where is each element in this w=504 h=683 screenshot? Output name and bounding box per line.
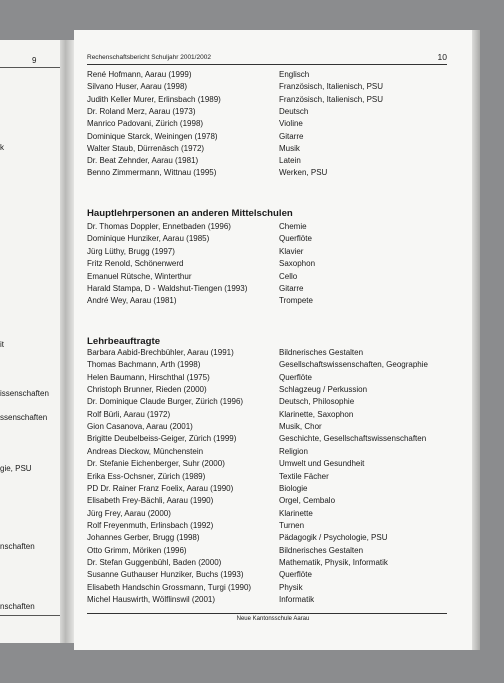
- subject: Klarinette: [279, 508, 313, 518]
- subject: Französisch, Italienisch, PSU: [279, 94, 384, 104]
- person-name: Harald Stampa, D - Waldshut-Tiengen (1993): [87, 284, 248, 293]
- person-name: Dr. Thomas Doppler, Ennetbaden (1996): [87, 222, 231, 231]
- subject: Deutsch, Philosophie: [279, 397, 355, 407]
- page-footer: Neue Kantonsschule Aarau: [236, 616, 310, 622]
- subject: Trompete: [279, 296, 313, 306]
- subject: Gesellschaftswissenschaften, Geographie: [279, 360, 428, 370]
- person-name: Gion Casanova, Aarau (2001): [87, 422, 193, 432]
- left-page-text-fragment: k: [0, 143, 4, 152]
- subject: Pädagogik / Psychologie, PSU: [279, 533, 388, 543]
- person-name: Dr. Beat Zehnder, Aarau (1981): [87, 156, 199, 166]
- person-name: Dr. Roland Merz, Aarau (1973): [87, 106, 196, 116]
- person-name: Andreas Dieckow, Münchenstein: [87, 446, 204, 456]
- person-name: Benno Zimmermann, Wittnau (1995): [87, 168, 217, 178]
- person-name: Christoph Brunner, Rieden (2000): [87, 385, 207, 395]
- subject: Musik, Chor: [279, 422, 322, 432]
- subject: Latein: [279, 156, 301, 166]
- left-page-text-fragment: issenschaften: [0, 389, 49, 398]
- subject: Textile Fächer: [279, 471, 329, 481]
- person-name: Jürg Lüthy, Brugg (1997): [87, 246, 175, 256]
- person-name: Emanuel Rütsche, Winterthur: [87, 271, 192, 281]
- left-page-header-rule: [0, 67, 60, 68]
- subject: Mathematik, Physik, Informatik: [279, 557, 388, 567]
- page-number: 10: [437, 52, 447, 62]
- subject: Gitarre: [279, 131, 304, 141]
- person-name: PD Dr. Rainer Franz Foelix, Aarau (1990): [87, 483, 234, 493]
- subject: Querflöte: [279, 234, 312, 244]
- subject: Französisch, Italienisch, PSU: [279, 82, 384, 92]
- subject: Biologie: [279, 483, 308, 493]
- subject: Geschichte, Gesellschaftswissenschaften: [279, 434, 427, 444]
- subject: Cello: [279, 271, 298, 281]
- page-header: [87, 52, 447, 64]
- person-name: Elisabeth Handschin Grossmann, Turgi (1990): [87, 582, 252, 592]
- subject: Werken, PSU: [279, 168, 328, 178]
- person-name: Fritz Renold, Schönenwerd: [87, 259, 184, 269]
- person-name: Rolf Bürli, Aarau (1972): [87, 409, 171, 419]
- subject: Querflöte: [279, 372, 312, 382]
- left-page-fragment: [0, 40, 60, 643]
- person-name: Helen Baumann, Hirschthal (1975): [87, 372, 210, 382]
- person-name: Elisabeth Frey-Bächli, Aarau (1990): [87, 496, 214, 506]
- person-name: Manrico Padovani, Zürich (1998): [87, 119, 204, 129]
- subject: Querflöte: [279, 570, 312, 580]
- left-page-text-fragment: nschaften: [0, 602, 35, 611]
- header-rule: [87, 64, 447, 65]
- subject: Musik: [279, 143, 300, 153]
- right-page: [74, 30, 472, 650]
- section-heading: Hauptlehrpersonen an anderen Mittelschulen: [87, 208, 293, 219]
- person-name: Michel Hauswirth, Wölflinswil (2001): [87, 595, 216, 604]
- person-name: Johannes Gerber, Brugg (1998): [87, 533, 200, 543]
- left-page-text-fragment: ssenschaften: [0, 413, 48, 422]
- person-name: Walter Staub, Dürrenäsch (1972): [87, 143, 205, 153]
- person-name: André Wey, Aarau (1981): [87, 296, 177, 306]
- person-name: Dominique Hunziker, Aarau (1985): [87, 234, 210, 244]
- subject: Umwelt und Gesundheit: [279, 459, 365, 469]
- person-name: René Hofmann, Aarau (1999): [87, 70, 192, 79]
- person-name: Erika Ess-Ochsner, Zürich (1989): [87, 471, 206, 481]
- subject: Schlagzeug / Perkussion: [279, 385, 368, 395]
- person-name: Silvano Huser, Aarau (1998): [87, 82, 188, 92]
- person-name: Thomas Bachmann, Arth (1998): [87, 360, 201, 370]
- section-heading: Lehrbeauftragte: [87, 336, 161, 347]
- subject: Deutsch: [279, 106, 309, 116]
- person-name: Brigitte Deubelbeiss-Geiger, Zürich (1999): [87, 434, 237, 444]
- subject: Turnen: [279, 520, 305, 530]
- person-name: Judith Keller Murer, Erlinsbach (1989): [87, 94, 221, 104]
- subject: Physik: [279, 582, 303, 592]
- subject: Informatik: [279, 595, 315, 604]
- person-name: Barbara Aabid-Brechbühler, Aarau (1991): [87, 348, 234, 357]
- left-page-text-fragment: it: [0, 340, 4, 349]
- person-name: Dr. Stefan Guggenbühl, Baden (2000): [87, 557, 222, 567]
- running-title: Rechenschaftsbericht Schuljahr 2001/2002: [87, 54, 211, 61]
- subject: Violine: [279, 119, 303, 129]
- subject: Bildnerisches Gestalten: [279, 348, 364, 357]
- subject: Saxophon: [279, 259, 316, 269]
- book-gutter: [60, 40, 74, 643]
- subject: Religion: [279, 446, 308, 456]
- footer-rule: [87, 613, 447, 614]
- left-page-text-fragment: gie, PSU: [0, 464, 32, 473]
- left-page-text-fragment: nschaften: [0, 542, 35, 551]
- person-name: Dr. Stefanie Eichenberger, Suhr (2000): [87, 459, 225, 469]
- page-edge-shadow: [472, 30, 480, 650]
- subject: Orgel, Cembalo: [279, 496, 336, 506]
- subject: Bildnerisches Gestalten: [279, 545, 364, 555]
- person-name: Otto Grimm, Möriken (1996): [87, 545, 187, 555]
- subject: Gitarre: [279, 284, 304, 293]
- subject: Klavier: [279, 246, 304, 256]
- left-page-footer-rule: [0, 615, 60, 616]
- subject: Klarinette, Saxophon: [279, 409, 354, 419]
- person-name: Jürg Frey, Aarau (2000): [87, 508, 171, 518]
- person-name: Rolf Freyenmuth, Erlinsbach (1992): [87, 520, 214, 530]
- person-name: Susanne Guthauser Hunziker, Buchs (1993): [87, 570, 244, 580]
- subject: Chemie: [279, 222, 307, 231]
- subject: Englisch: [279, 70, 310, 79]
- person-name: Dominique Starck, Weiningen (1978): [87, 131, 218, 141]
- person-name: Dr. Dominique Claude Burger, Zürich (1996): [87, 397, 244, 407]
- left-page-number: 9: [32, 56, 37, 65]
